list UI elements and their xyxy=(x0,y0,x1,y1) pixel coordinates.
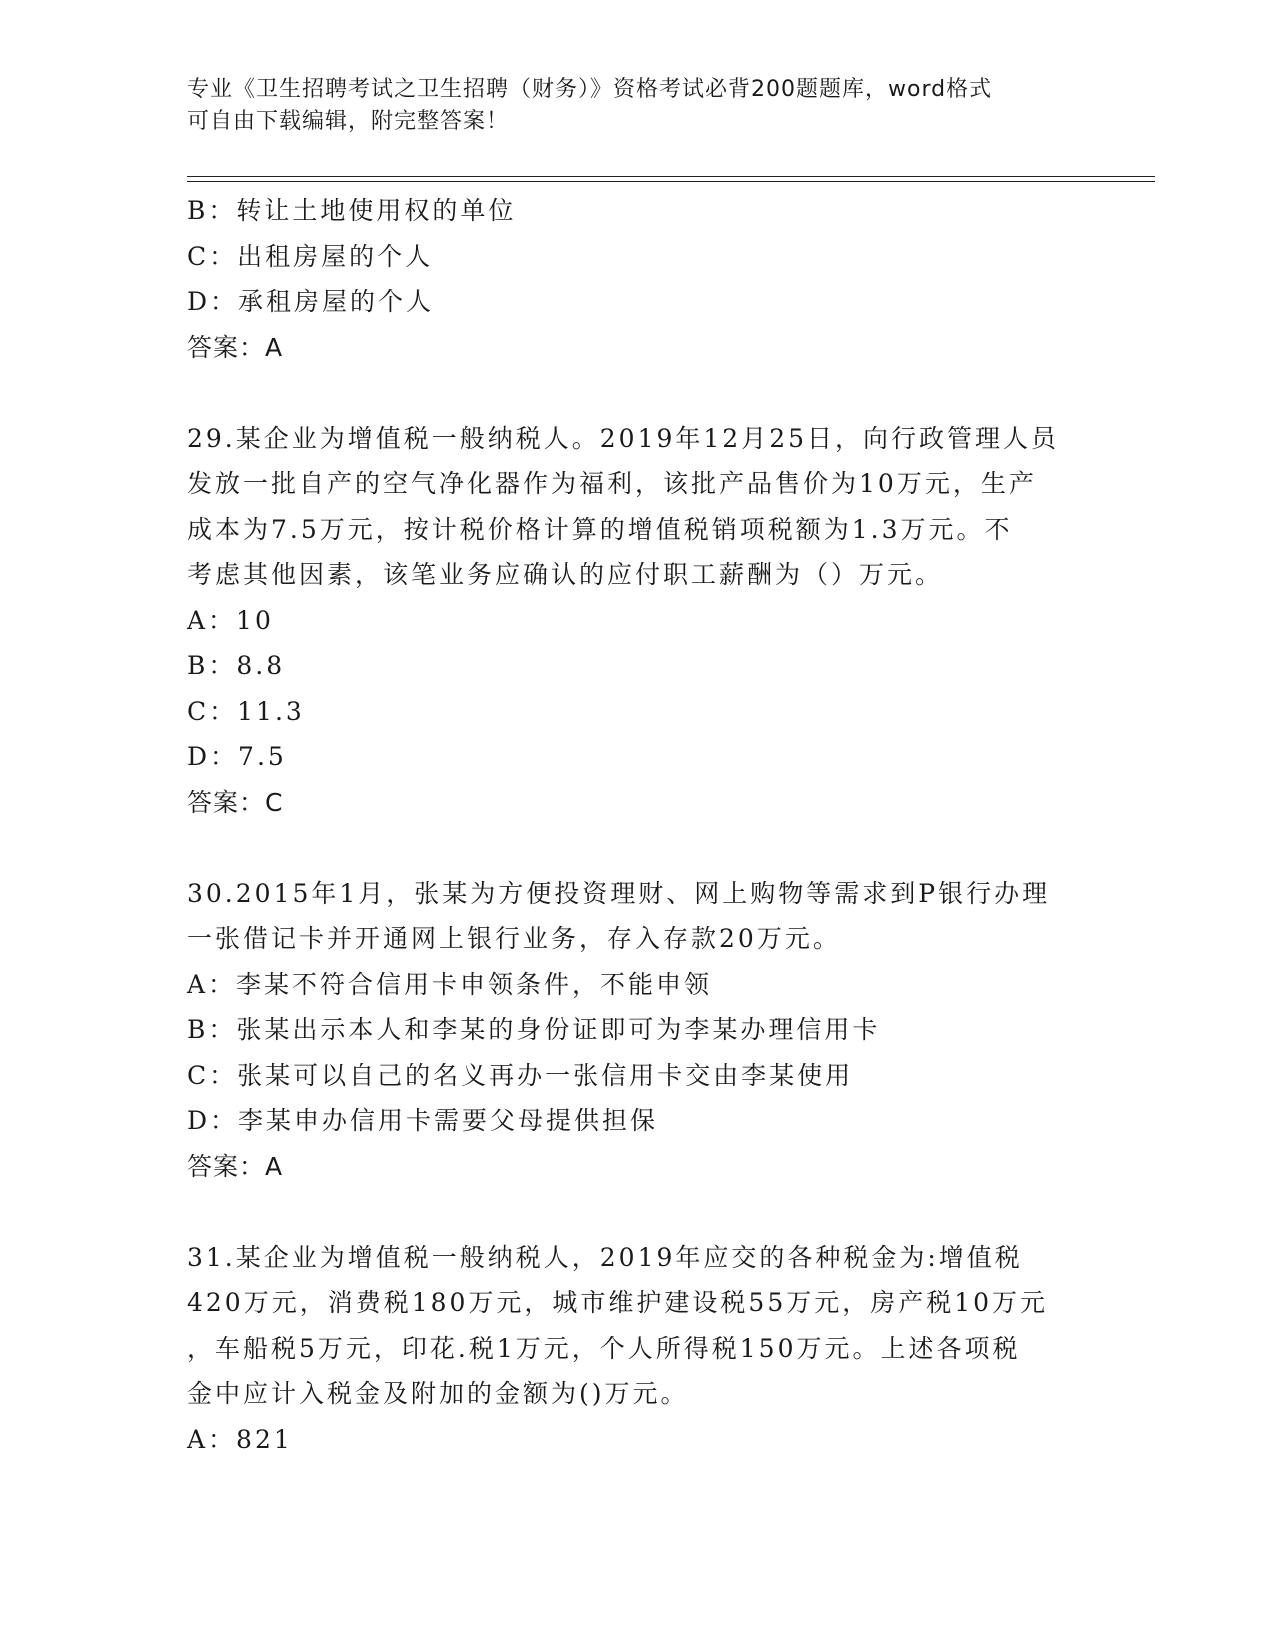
option-c: C：张某可以自己的名义再办一张信用卡交由李某使用 xyxy=(187,1060,854,1090)
option-b: B：张某出示本人和李某的身份证即可为李某办理信用卡 xyxy=(187,1015,881,1044)
option-a: A：821 xyxy=(187,1424,293,1454)
header-line-2: 可自由下载编辑，附完整答案！ xyxy=(187,109,510,134)
header-line-1: 专业《卫生招聘考试之卫生招聘（财务）》资格考试必背200题题库，word格式 xyxy=(187,77,993,102)
option-c: C：11.3 xyxy=(187,696,305,726)
answer-label: 答案：A xyxy=(187,1151,284,1181)
option-b: B：转让土地使用权的单位 xyxy=(187,196,517,225)
header-divider-top xyxy=(187,176,1155,177)
spacer xyxy=(187,825,1087,871)
question-text-line: 金中应计入税金及附加的金额为()万元。 xyxy=(187,1379,689,1408)
answer-label: 答案：C xyxy=(187,787,284,817)
question-text-line: 一张借记卡并开通网上银行业务，存入存款20万元。 xyxy=(187,924,841,953)
question-text-line: 30.2015年1月，张某为方便投资理财、网上购物等需求到P银行办理 xyxy=(187,878,1051,908)
page-header xyxy=(187,74,1087,138)
question-text-line: 考虑其他因素，该笔业务应确认的应付职工薪酬为（）万元。 xyxy=(187,560,944,589)
question-31 xyxy=(187,1235,1087,1463)
option-c: C：出租房屋的个人 xyxy=(187,241,434,271)
question-28-tail xyxy=(187,188,1087,370)
spacer xyxy=(187,1189,1087,1235)
option-a: A：李某不符合信用卡申领条件，不能申领 xyxy=(187,969,713,999)
header-divider-bottom xyxy=(187,181,1155,182)
option-d: D：7.5 xyxy=(187,742,287,771)
option-a: A：10 xyxy=(187,605,274,635)
spacer xyxy=(187,370,1087,416)
question-text-line: 成本为7.5万元，按计税价格计算的增值税销项税额为1.3万元。不 xyxy=(187,514,1013,544)
question-text-line: 31.某企业为增值税一般纳税人，2019年应交的各种税金为:增值税 xyxy=(187,1242,1023,1272)
question-text-line: 发放一批自产的空气净化器作为福利，该批产品售价为10万元，生产 xyxy=(187,469,1037,498)
answer-label: 答案：A xyxy=(187,332,284,362)
question-30 xyxy=(187,871,1087,1190)
question-29 xyxy=(187,416,1087,826)
question-text-line: ，车船税5万元，印花.税1万元，个人所得税150万元。上述各项税 xyxy=(187,1333,1021,1363)
question-text-line: 29.某企业为增值税一般纳税人。2019年12月25日，向行政管理人员 xyxy=(187,423,1060,453)
option-b: B：8.8 xyxy=(187,651,286,680)
option-d: D：李某申办信用卡需要父母提供担保 xyxy=(187,1106,659,1135)
question-text-line: 420万元，消费税180万元，城市维护建设税55万元，房产税10万元 xyxy=(187,1288,1049,1317)
question-list xyxy=(187,188,1087,1462)
option-d: D：承租房屋的个人 xyxy=(187,287,435,316)
